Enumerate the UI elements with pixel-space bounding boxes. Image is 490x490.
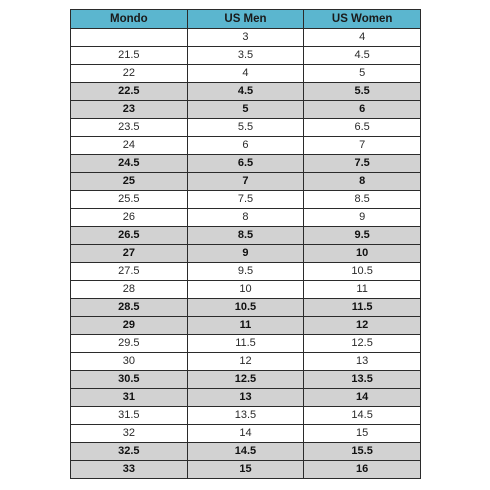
cell-us-women: 14.5 [304,407,421,425]
cell-mondo: 28 [71,281,188,299]
column-header-us-women: US Women [304,10,421,29]
cell-us-men: 8.5 [187,227,304,245]
cell-mondo: 23.5 [71,119,188,137]
cell-mondo: 22.5 [71,83,188,101]
cell-us-women: 15.5 [304,443,421,461]
cell-mondo: 25.5 [71,191,188,209]
cell-us-men: 7 [187,173,304,191]
cell-us-women: 9 [304,209,421,227]
table-row [71,389,421,407]
table-row [71,101,421,119]
table-row [71,155,421,173]
table-row [71,371,421,389]
table-row [71,407,421,425]
cell-us-women: 4 [304,29,421,47]
table-row [71,209,421,227]
table-row [71,317,421,335]
table-row [71,425,421,443]
cell-mondo: 31.5 [71,407,188,425]
table-row [71,245,421,263]
cell-mondo: 22 [71,65,188,83]
cell-us-women: 6 [304,101,421,119]
cell-us-women: 9.5 [304,227,421,245]
cell-mondo: 23 [71,101,188,119]
cell-us-women: 11 [304,281,421,299]
table-header [71,10,421,29]
cell-us-women: 13.5 [304,371,421,389]
cell-us-men: 6.5 [187,155,304,173]
table-row [71,191,421,209]
cell-us-men: 3 [187,29,304,47]
cell-us-women: 12.5 [304,335,421,353]
table-row [71,335,421,353]
table-body [71,29,421,479]
cell-us-men: 4.5 [187,83,304,101]
cell-us-women: 5.5 [304,83,421,101]
cell-us-men: 8 [187,209,304,227]
cell-us-women: 8 [304,173,421,191]
cell-mondo: 26.5 [71,227,188,245]
table-row [71,461,421,479]
cell-us-men: 10.5 [187,299,304,317]
cell-us-men: 4 [187,65,304,83]
cell-mondo: 29.5 [71,335,188,353]
cell-us-men: 11 [187,317,304,335]
table-row [71,281,421,299]
size-conversion-table [70,9,421,479]
table-row [71,119,421,137]
cell-mondo: 25 [71,173,188,191]
cell-us-women: 10 [304,245,421,263]
cell-us-men: 13 [187,389,304,407]
cell-mondo: 29 [71,317,188,335]
cell-us-men: 14 [187,425,304,443]
cell-us-men: 15 [187,461,304,479]
table-row [71,83,421,101]
cell-mondo: 24 [71,137,188,155]
table-row [71,227,421,245]
cell-mondo: 27 [71,245,188,263]
column-header-mondo: Mondo [71,10,188,29]
cell-us-men: 6 [187,137,304,155]
column-header-us-men: US Men [187,10,304,29]
cell-us-men: 9 [187,245,304,263]
cell-us-women: 6.5 [304,119,421,137]
cell-mondo: 21.5 [71,47,188,65]
table-row [71,29,421,47]
cell-mondo: 32.5 [71,443,188,461]
cell-us-men: 10 [187,281,304,299]
table-row [71,299,421,317]
header-row [71,10,421,29]
cell-us-women: 11.5 [304,299,421,317]
cell-us-women: 5 [304,65,421,83]
cell-us-men: 7.5 [187,191,304,209]
cell-us-women: 12 [304,317,421,335]
cell-mondo: 27.5 [71,263,188,281]
table-row [71,173,421,191]
cell-us-women: 13 [304,353,421,371]
cell-mondo: 30.5 [71,371,188,389]
cell-mondo: 26 [71,209,188,227]
cell-us-men: 5.5 [187,119,304,137]
table-row [71,65,421,83]
cell-mondo: 32 [71,425,188,443]
cell-us-men: 12.5 [187,371,304,389]
cell-us-women: 15 [304,425,421,443]
cell-mondo: 24.5 [71,155,188,173]
cell-us-women: 8.5 [304,191,421,209]
table-row [71,263,421,281]
cell-mondo: 30 [71,353,188,371]
cell-us-women: 16 [304,461,421,479]
table-row [71,47,421,65]
table-row [71,353,421,371]
cell-mondo: 28.5 [71,299,188,317]
cell-us-women: 4.5 [304,47,421,65]
cell-us-men: 12 [187,353,304,371]
cell-us-women: 7.5 [304,155,421,173]
cell-us-men: 11.5 [187,335,304,353]
cell-us-women: 10.5 [304,263,421,281]
cell-us-men: 13.5 [187,407,304,425]
cell-us-men: 14.5 [187,443,304,461]
cell-us-women: 7 [304,137,421,155]
table-row [71,137,421,155]
cell-mondo [71,29,188,47]
cell-us-men: 3.5 [187,47,304,65]
table-row [71,443,421,461]
cell-mondo: 31 [71,389,188,407]
cell-us-women: 14 [304,389,421,407]
cell-us-men: 9.5 [187,263,304,281]
cell-mondo: 33 [71,461,188,479]
cell-us-men: 5 [187,101,304,119]
